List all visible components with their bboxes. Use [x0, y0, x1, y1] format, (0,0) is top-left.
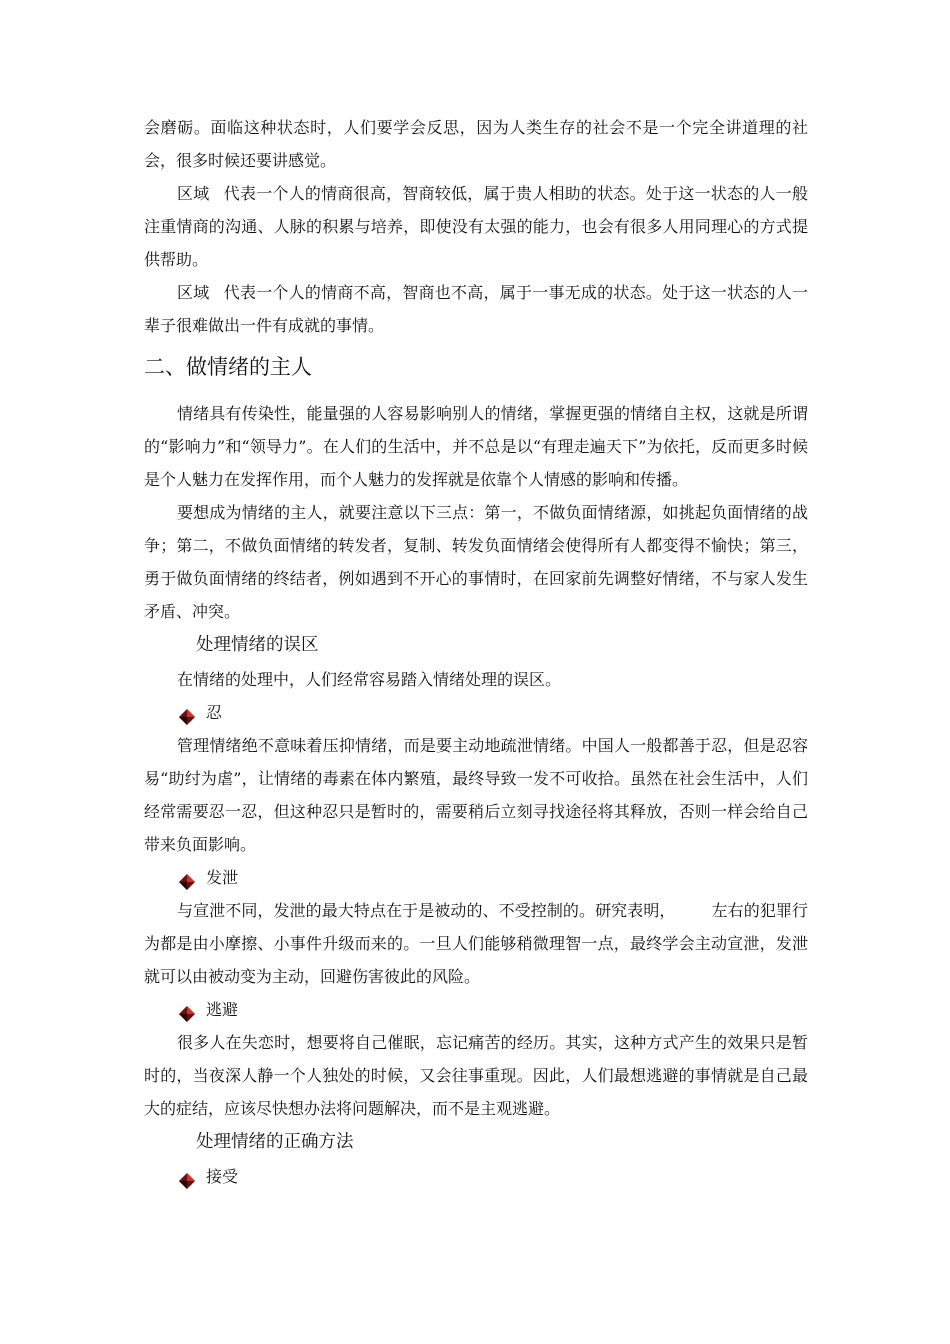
- paragraph: [144, 894, 808, 993]
- paragraph-text: 代表一个人的情商很高，智商较低，属于贵人相助的状态。处于这一状态的人一般注重情商的沟通、人脉的积累与培养，即使没有太强的能力，也会有很多人用同理心的方式提供帮助。: [144, 184, 808, 269]
- diamond-bullet-icon: [178, 704, 196, 722]
- bullet-label: 发泄: [206, 868, 239, 887]
- paragraph: 会磨砺。面临这种状态时，人们要学会反思，因为人类生存的社会不是一个完全讲道理的社会，很多时候还要讲感觉。: [144, 118, 808, 170]
- paragraph: 在情绪的处理中，人们经常容易踏入情绪处理的误区。: [177, 670, 562, 689]
- bullet-item: [144, 696, 808, 729]
- paragraph: 情绪具有传染性，能量强的人容易影响别人的情绪，掌握更强的情绪自主权，这就是所谓的“影响力”和“领导力”。在人们的生活中，并不总是以“有理走遍天下”为依托，反而更多时候是个人魅力在发挥作用，而个人魅力的发挥就是依靠个人情感的影响和传播。: [144, 404, 808, 489]
- paragraph: 很多人在失恋时，想要将自己催眠，忘记痛苦的经历。其实，这种方式产生的效果只是暂时的，当夜深人静一个人独处的时候，又会往事重现。因此，人们最想逃避的事情就是自己最大的症结，应该尽快想办法将问题解决，而不是主观逃避。: [144, 1033, 808, 1118]
- paragraph-text: 代表一个人的情商不高，智商也不高，属于一事无成的状态。处于这一状态的人一辈子很难做出一件有成就的事情。: [144, 283, 808, 335]
- diamond-bullet-icon: [178, 869, 196, 887]
- paragraph: [144, 177, 808, 276]
- paragraph: 要想成为情绪的主人，就要注意以下三点：第一，不做负面情绪源，如挑起负面情绪的战争；第二，不做负面情绪的转发者，复制、转发负面情绪会使得所有人都变得不愉快；第三，勇于做负面情绪的终结者，例如遇到不开心的事情时，在回家前先调整好情绪，不与家人发生矛盾、冲突。: [144, 503, 808, 621]
- paragraph: [144, 276, 808, 342]
- region-label: 区域: [177, 283, 210, 302]
- bullet-label: 逃避: [206, 1000, 239, 1019]
- bullet-label: 忍: [206, 703, 223, 722]
- paragraph-text: 左右的犯罪行为都是由小摩擦、小事件升级而来的。一旦人们能够稍微理智一点，最终学会主动宣泄，发泄就可以由被动变为主动，回避伤害彼此的风险。: [144, 901, 808, 986]
- diamond-bullet-icon: [178, 1001, 196, 1019]
- bullet-item: [144, 1160, 808, 1193]
- document-body: [144, 111, 808, 1193]
- diamond-bullet-icon: [178, 1168, 196, 1186]
- section-heading: 二、做情绪的主人: [144, 355, 312, 379]
- bullet-item: [144, 993, 808, 1026]
- paragraph-text: 与宣泄不同，发泄的最大特点在于是被动的、不受控制的。研究表明，: [177, 901, 676, 920]
- subsection-heading: 处理情绪的正确方法: [196, 1132, 354, 1152]
- subsection-heading: 处理情绪的误区: [196, 635, 319, 655]
- bullet-item: [144, 861, 808, 894]
- region-label: 区域: [177, 184, 210, 203]
- bullet-label: 接受: [206, 1167, 239, 1186]
- paragraph: 管理情绪绝不意味着压抑情绪，而是要主动地疏泄情绪。中国人一般都善于忍，但是忍容易“助纣为虐”，让情绪的毒素在体内繁殖，最终导致一发不可收拾。虽然在社会生活中，人们经常需要忍一忍，但这种忍只是暂时的，需要稍后立刻寻找途径将其释放，否则一样会给自己带来负面影响。: [144, 736, 808, 854]
